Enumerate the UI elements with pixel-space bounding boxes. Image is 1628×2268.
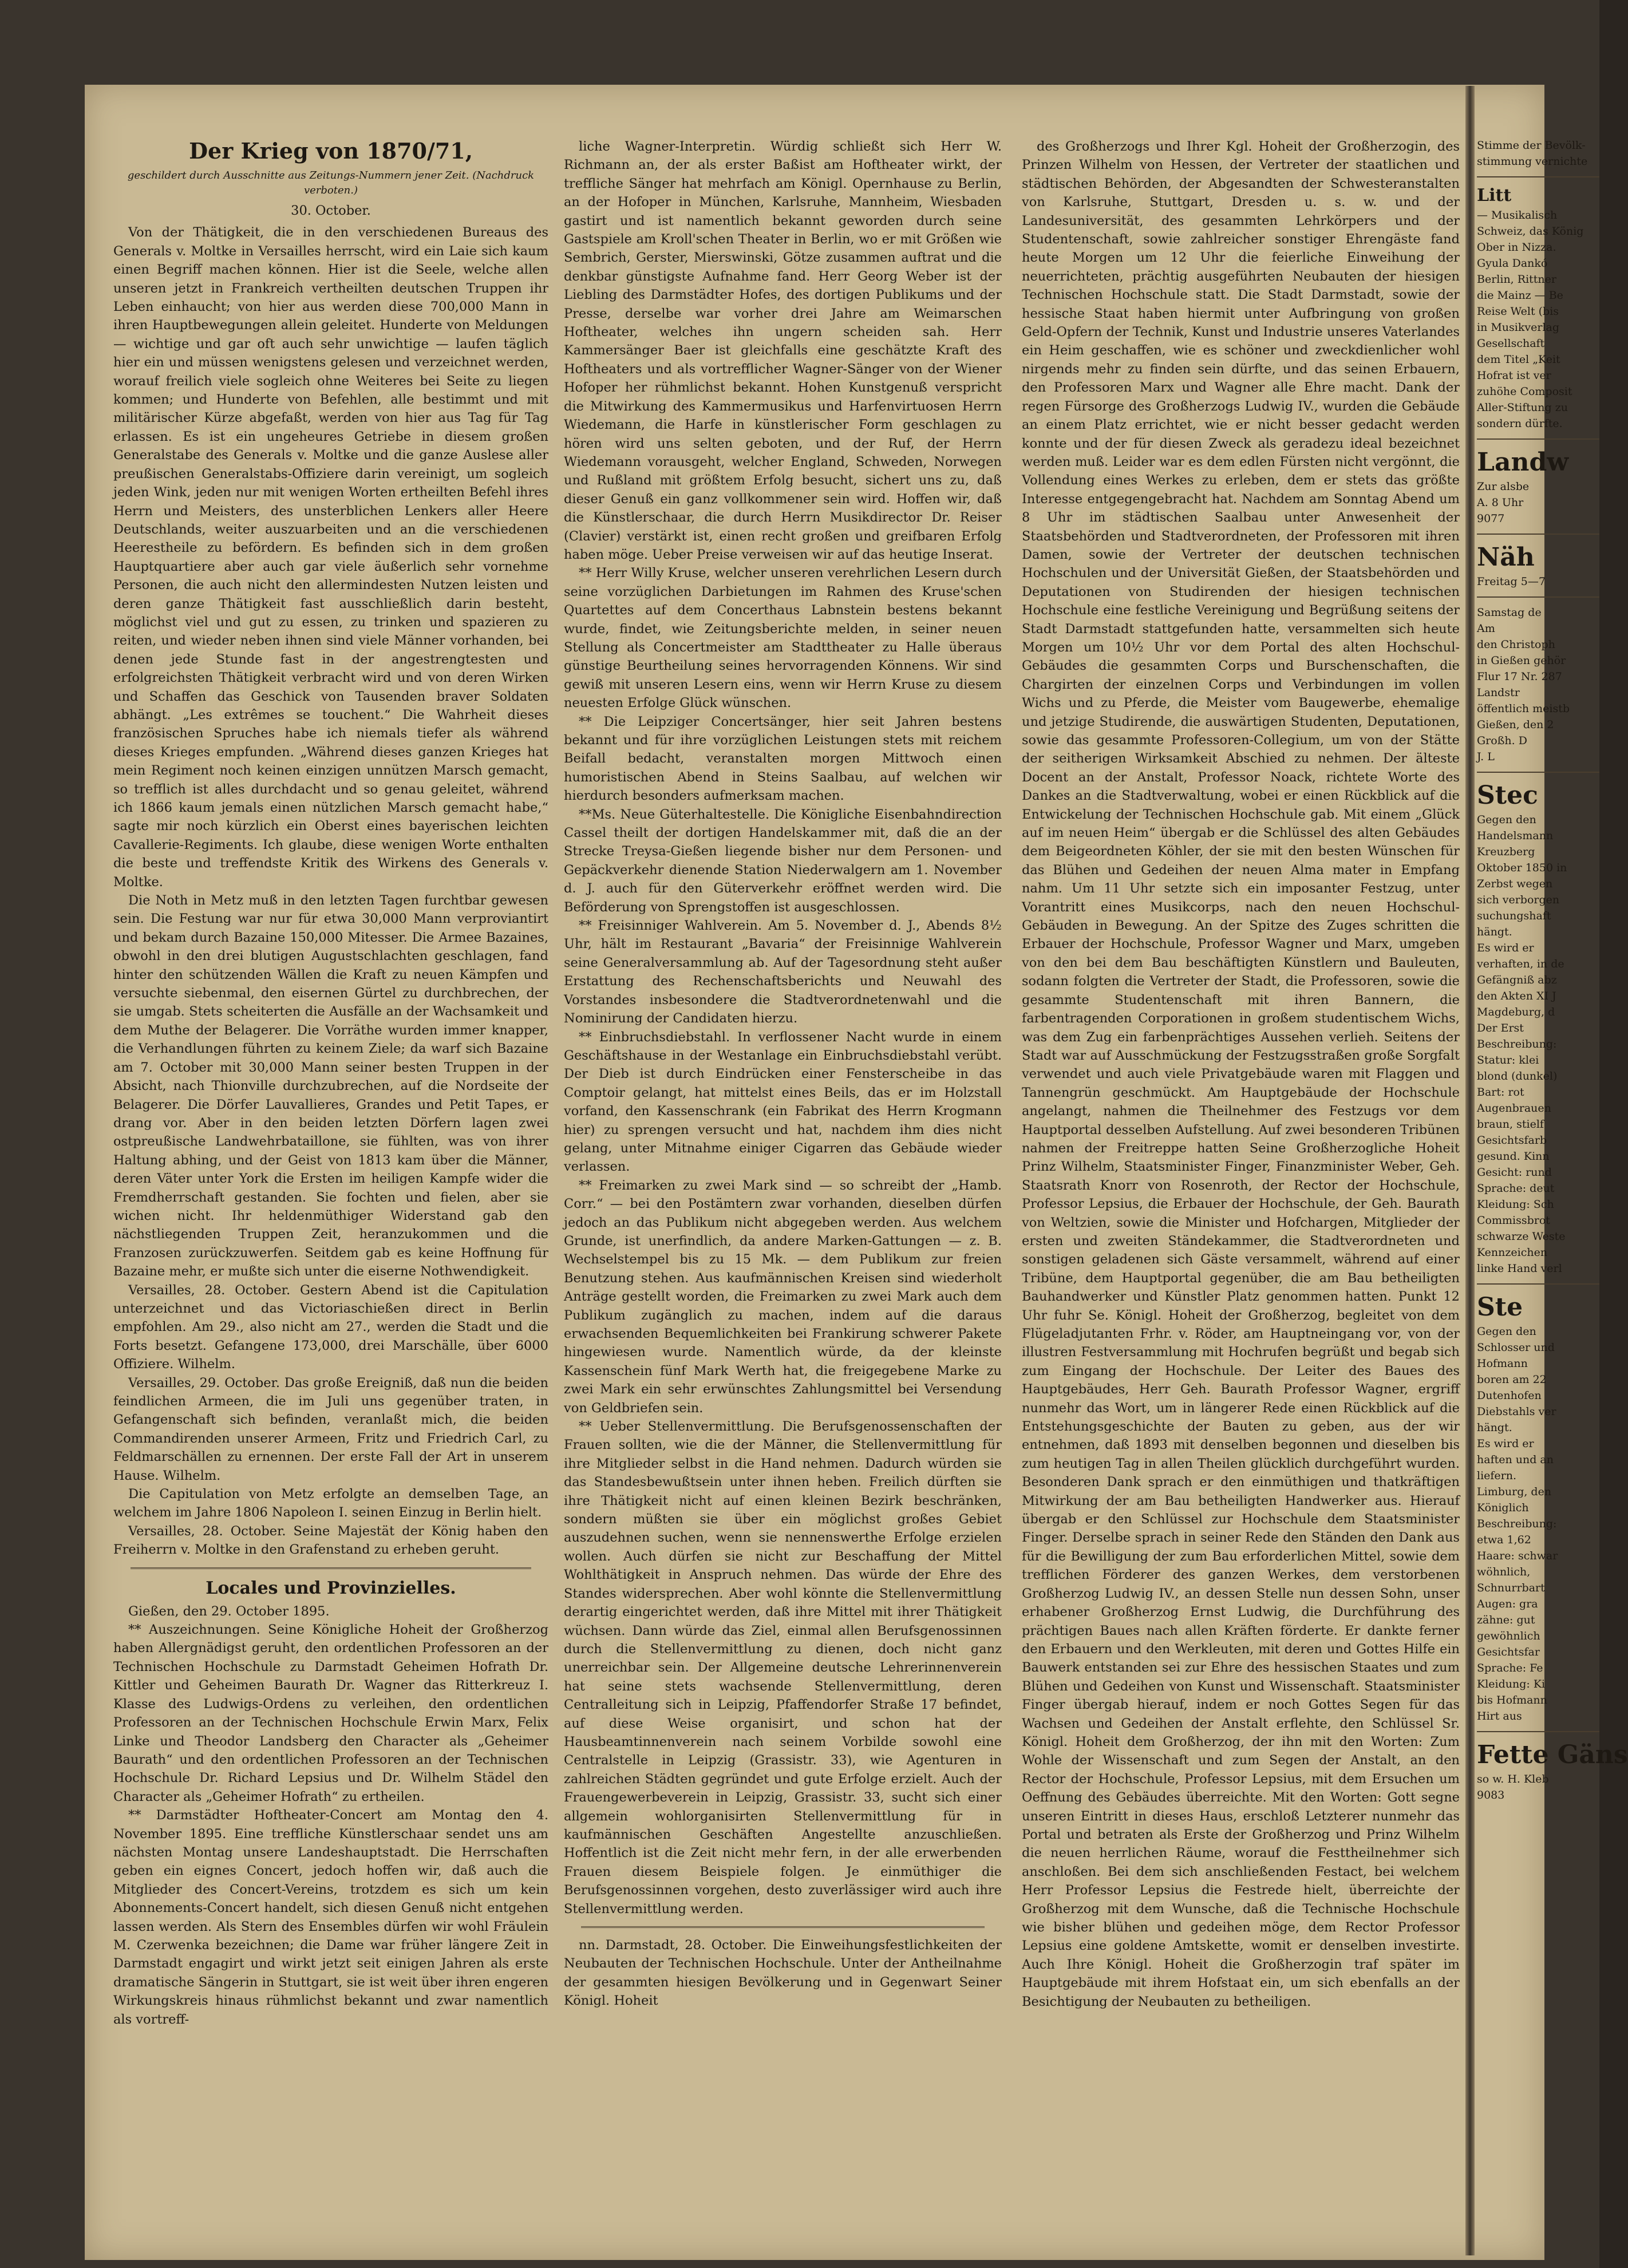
- fragment-line: Kreuzberg: [1477, 845, 1535, 858]
- fragment-line: wöhnlich,: [1477, 1566, 1531, 1578]
- fragment-line: öffentlich meistb: [1477, 702, 1570, 715]
- section-divider: [581, 1926, 985, 1928]
- fragment-line: Gesichtsfar: [1477, 1646, 1540, 1658]
- fragment-line: Schnurrbart: [1477, 1582, 1545, 1594]
- fragment-line: Am: [1477, 622, 1495, 635]
- fragment-line: Beschreibung:: [1477, 1518, 1557, 1530]
- fragment-line: gewöhnlich: [1477, 1630, 1540, 1642]
- paragraph: des Großherzogs und Ihrer Kgl. Hoheit der Großherzogin, des Prinzen Wilhelm von Hessen, der Vertreter der staatlichen und städtischen Behörden, der Abgesandten der Schwesteranstalten von Karlsruhe, Stuttgart, Dresden u. s. w. und der Landesuniversität, des gesammten Lehrkörpers und der Studentenschaft, sowie zahlreicher sonstiger Ehrengäste fand heute Morgen um 12 Uhr die feierliche Einweihung der neuerrichteten, prächtig ausgeführten Neubauten der hiesigen Technischen Hochschule statt. Die Stadt Darmstadt, sowie der hessische Staat haben hiermit unter Aufbringung von großen Geld-Opfern der Technik, Kunst und Industrie unseres Vaterlandes ein Heim geschaffen, wie es schöner und zweckdienlicher wohl nirgends mehr zu finden sein dürfte, und das seinen Erbauern, den Professoren Marx und Wagner alle Ehre macht. Dank der regen Fürsorge des Großherzogs Ludwig IV., wurden die Gebäude an einem Platz errichtet, wie er nicht besser gedacht werden konnte und der für diesen Zweck als geradezu ideal bezeichnet werden muß. Leider war es dem edlen Fürsten nicht vergönnt, die Vollendung eines Werkes zu erleben, dem er stets das größte Interesse entgegengebracht hat. Nachdem am Sonntag Abend um 8 Uhr im städtischen Saalbau unter Anwesenheit der Staatsbehörden und Stadtverordneten, der Professoren mit ihren Damen, sowie der Vertreter der deutschen technischen Hochschulen und der Universität Gießen, der Staatsbehörden und Deputationen von Studirenden der hiesigen technischen Hochschule eine festliche Vereinigung und Begrüßung seitens der Stadt Darmstadt stattgefunden hatte, versammelten sich heute Morgen um 10½ Uhr vor dem Portal des alten Hochschul-Gebäudes die gesammten Corps und Burschenschaften, die Chargirten der einzelnen Corps und Verbindungen im vollen Wichs und zu Pferde, die Meister vom Baugewerbe, ehemalige und jetzige Studirende, die auswärtigen Studenten, Deputationen, sowie das gesammte Professoren-Collegium, um von der Stätte der seitherigen Wirksamkeit Abschied zu nehmen. Der älteste Docent an der Anstalt, Professor Noack, richtete Worte des Dankes an die Stadtverwaltung, wobei er einen Rückblick auf die Entwickelung der Technischen Hochschule gab. Mit einem „Glück auf im neuen Heim“ übergab er die Schlüssel des alten Gebäudes dem Beigeordneten Köhler, der sie mit den besten Wünschen für das Blühen und Gedeihen der neuen Alma mater in Empfang nahm. Um 11 Uhr setzte sich ein imposanter Festzug, unter Vorantritt eines Musikcorps, nach den neuen Hochschul-Gebäuden in Bewegung. An der Spitze des Zuges schritten die Erbauer der Hochschule, Professor Wagner und Marx, umgeben von den bei dem Bau beschäftigten Künstlern und Bauleuten, sodann folgten die Vertreter der Stadt, die Professoren, sowie die gesammte Studentenschaft mit ihren Bannern, die farbentragenden Corporationen in großem studentischem Wichs, was dem Zug ein farbenprächtiges Aussehen verlieh. Seitens der Stadt war auf Ausschmückung der Festzugsstraßen große Sorgfalt verwendet und auch viele Privatgebäude waren mit Flaggen und Tannengrün geschmückt. Am Hauptgebäude der Hochschule angelangt, nahmen die Theilnehmer des Festzugs vor dem Hauptportal desselben Aufstellung. Auf zwei besonderen Tribünen nahmen der Freitreppe hatten Seine Großherzogliche Hoheit Prinz Wilhelm, Staatsminister Finger, Finanzminister Weber, Geh. Staatsrath Knorr von Rosenroth, der Rector der Hochschule, Professor Lepsius, die Erbauer der Hochschule, der Geh. Baurath von Weltzien, sowie die Minister und Hofchargen, Mitglieder der ersten und zweiten Ständekammer, die Stadtverordneten und sonstigen geladenen sich Gäste versammelt, während auf einer Tribüne, dem Hauptportal gegenüber, die am Bau betheiligten Bauhandwerker und Künstler Platz genommen hatten. Punkt 12 Uhr fuhr Se. Königl. Hoheit der Großherzog, begleitet von dem Flügeladjutanten Frhr. v. Röder, am Hauptneingang vor, von der illustren Festversammlung mit Hochrufen begrüßt und begab sich zum Eingang der Hochschule. Der Leiter des Baues des Hauptgebäudes, Herr Geh. Baurath Professor Wagner, ergriff nunmehr das Wort, um in längerer Rede einen Rückblick auf die Entstehungsgeschichte der Bauten zu geben, aus der wir entnehmen, daß 1893 mit denselben begonnen und dieselben bis zum heutigen Tag in allen Theilen glücklich durchgeführt wurden. Besonderen Dank sprach er den einmüthigen und thatkräftigen Mitwirkung der am Bau betheiligten Handwerker aus. Hierauf übergab er den Schlüssel zur Hochschule dem Staatsminister Finger. Derselbe sprach in seiner Rede den Ständen den Dank aus für die Bewilligung der zum Bau erforderlichen Mittel, sowie dem trefflichen Förderer des ganzen Werkes, dem verstorbenen Großherzog Ludwig IV., an dessen Stelle nun dessen Sohn, unser erhabener Großherzog Ernst Ludwig, die Durchführung des prächtigen Baues nach allen Kräften förderte. Er dankte ferner den Erbauern und den Werkleuten, mit deren und Gottes Hilfe ein Bauwerk entstanden sei zur Ehre des hessischen Staates und zum Blühen und Gedeihen von Kunst und Wissenschaft. Staatsminister Finger übergab hierauf, indem er noch Gottes Segen für das Wachsen und Gedeihen der Anstalt erflehte, den Schlüssel Sr. Königl. Hoheit dem Großherzog, der ihn mit den Worten: Zum Wohle der Wissenschaft und zum Segen der Anstalt, an den Rector der Hochschule, Professor Lepsius, mit dem Ersuchen um Oeffnung des Gebäudes überreichte. Mit den Worten: Gott segne unseren Eintritt in dieses Haus, erschloß Letzterer nunmehr das Portal und betraten als Erste der Großherzog und Prinz Wilhelm die neuen herrlichen Räume, worauf die Festtheilnehmer sich anschloßen. Bei dem sich anschließenden Festact, bei welchem Herr Professor Lepsius die Festrede hielt, überreichte der Großherzog mit dem Wunsche, daß die Technische Hochschule wie bisher blühen und gedeihen möge, dem Rector Professor Lepsius eine goldene Amtskette, womit er denselben investirte. Auch Ihre Königl. Hoheit die Großherzogin traf später im Hauptgebäude mit ihrem Hofstaat ein, um sich ebenfalls an der Besichtigung der Neubauten zu betheiligen.: [1022, 139, 1460, 2009]
- fragment-line: Samstag de: [1477, 606, 1542, 619]
- fragment-line: bis Hofmann: [1477, 1694, 1547, 1706]
- fragment-line: dem Titel „Keit: [1477, 353, 1560, 366]
- fragment-line: sondern dürfte.: [1477, 417, 1563, 430]
- article-title-war: Der Krieg von 1870/71,: [189, 138, 473, 164]
- fragment-line: etwa 1,62: [1477, 1534, 1531, 1546]
- paragraph: nn. Darmstadt, 28. October. Die Einweihungsfestlichkeiten der Neubauten der Technischen Hochschule. Unter der Antheilnahme der gesammten hiesigen Bevölkerung und in Gegenwart Seiner Königl. Hoheit: [564, 1938, 1002, 2009]
- fragment-line: Dutenhofen: [1477, 1389, 1542, 1402]
- fragment-line: haften und an: [1477, 1453, 1554, 1466]
- fragment-line: Magdeburg, d: [1477, 1006, 1555, 1018]
- paragraph: ** Freimarken zu zwei Mark sind — so schreibt der „Hamb. Corr.“ — bei den Postämtern zwar vorhanden, dieselben dürfen jedoch an das Publikum nicht abgegeben werden. Aus welchem Grunde, ist unerfindlich, da andere Marken-Gattungen — z. B. Wechselstempel bis zu 15 Mk. — dem Publikum zur freien Benutzung stehen. Aus kaufmännischen Kreisen sind wiederholt Anträge gestellt worden, die Freimarken zu zwei Mark auch dem Publikum zugänglich zu machen, indem auf die daraus erwachsenden Bequemlichkeiten bei Frankirung schwerer Pakete hingewiesen wurde. Namentlich würde, da der kleinste Kassenschein fünf Mark Werth hat, die freigegebene Marke zu zwei Mark ein sehr erwünschtes Zahlungsmittel bei Versendung von Geldbriefen sein.: [564, 1178, 1002, 1416]
- fragment-line: 9077: [1477, 512, 1505, 525]
- paragraph: ** Herr Willy Kruse, welcher unseren verehrlichen Lesern durch seine vorzüglichen Darbietungen im Rahmen des Kruse'schen Quartettes auf dem Concerthaus Labnstein bestens bekannt wurde, findet, wie Zeitungsberichte melden, in seiner neuen Stellung als Concertmeister am Stadttheater zu Halle überaus günstige Beurtheilung seines hervorragenden Könnens. Wir sind gewiß mit unseren Lesern eins, wenn wir Herrn Kruse zu diesem neuesten Erfolge Glück wünschen.: [564, 566, 1002, 711]
- fragment-line: Augen: gra: [1477, 1598, 1538, 1610]
- fragment-line: Diebstahls ver: [1477, 1405, 1556, 1418]
- fragment-line: blond (dunkel): [1477, 1070, 1558, 1082]
- fragment-line: J. L: [1477, 750, 1495, 763]
- fragment-line: den Christoph: [1477, 638, 1555, 651]
- fragment-line: Flur 17 Nr. 287: [1477, 670, 1562, 683]
- fragment-heading: Ste: [1477, 1293, 1523, 1322]
- fragment-line: A. 8 Uhr: [1477, 496, 1524, 509]
- article-subtitle: geschildert durch Ausschnitte aus Zeitungs-Nummern jener Zeit. (Nachdruck verboten.): [127, 169, 535, 196]
- fragment-line: Commissbrot: [1477, 1214, 1550, 1227]
- fragment-line: Freitag 5—7: [1477, 575, 1546, 588]
- fragment-line: hängt.: [1477, 1421, 1512, 1434]
- fragment-line: Kleidung: Ki: [1477, 1678, 1546, 1690]
- paragraph: Gießen, den 29. October 1895.: [128, 1603, 330, 1619]
- fragment-line: zähne: gut: [1477, 1614, 1535, 1626]
- fragment-line: Zerbst wegen: [1477, 878, 1553, 890]
- fragment-line: Sprache: deut: [1477, 1182, 1555, 1195]
- fragment-line: die Mainz — Be: [1477, 289, 1563, 302]
- fragment-heading: Litt: [1477, 185, 1512, 206]
- fragment-line: Beschreibung:: [1477, 1038, 1557, 1050]
- fragment-line: Gegen den: [1477, 813, 1536, 826]
- paragraph: Versailles, 28. October. Gestern Abend ist die Capitulation unterzeichnet und das Victoriaschießen direct in Berlin empfohlen. Am 29., also nicht am 27., werden die Stadt und die Forts besetzt. Gefangene 173,000, drei Marschälle, über 6000 Offiziere. Wilhelm.: [113, 1282, 548, 1372]
- section-divider: [131, 1567, 531, 1569]
- fragment-heading: Näh: [1477, 543, 1535, 572]
- paragraph: ** Freisinniger Wahlverein. Am 5. November d. J., Abends 8½ Uhr, hält im Restaurant „Bavaria“ der Freisinnige Wahlverein seine Generalversammlung ab. Auf der Tagesordnung steht außer Erstattung des Rechenschaftsberichts und Neuwahl des Vorstandes insbesondere die Stadtverordnetenwahl und die Nominirung der Candidaten hierzu.: [564, 918, 1002, 1026]
- fragment-line: Gyula Dankó: [1477, 257, 1548, 270]
- fragment-line: Gesicht: rund: [1477, 1166, 1552, 1179]
- divider: [1477, 534, 1599, 535]
- paragraph: Versailles, 28. October. Seine Majestät der König haben den Freiherrn v. Moltke in den Grafenstand zu erheben geruht.: [113, 1523, 548, 1558]
- column-4-cutoff: [1477, 137, 1628, 2222]
- fragment-line: Augenbrauen: [1477, 1102, 1551, 1115]
- fragment-line: Oktober 1850 in: [1477, 862, 1567, 874]
- fragment-line: Königlich: [1477, 1502, 1529, 1514]
- paragraph: ** Darmstädter Hoftheater-Concert am Montag den 4. November 1895. Eine treffliche Künstlerschaar sendet uns am nächsten Montag unsere Landeshauptstadt. Die Herrschaften geben ein eignes Concert, jedoch hoffen wir, daß auch die Mitglieder des Concert-Vereins, trotzdem es sich um kein Abonnements-Concert handelt, sich diesen Genuß nicht entgehen lassen werden. Als Stern des Ensembles dürfen wir wohl Fräulein M. Czerwenka bezeichnen; die Dame war früher längere Zeit in Darmstadt engagirt und wirkt jetzt seit einigen Jahren als erste dramatische Sängerin in Stuttgart, sie ist weit über ihren engeren Wirkungskreis hinaus rühmlichst bekannt und zwar namentlich als vortreff-: [113, 1808, 548, 2027]
- fragment-line: linke Hand verl: [1477, 1262, 1562, 1275]
- fragment-line: den Akten XI J: [1477, 990, 1556, 1002]
- divider: [1477, 596, 1599, 598]
- fragment-line: Haare: schwar: [1477, 1550, 1558, 1562]
- fragment-heading: Stec: [1477, 781, 1538, 810]
- fragment-line: gesund. Kinn: [1477, 1150, 1550, 1163]
- fragment-line: schwarze Weste: [1477, 1230, 1566, 1243]
- fragment-line: Gegen den: [1477, 1325, 1536, 1338]
- article-dateline: 30. October.: [291, 203, 371, 218]
- fragment-line: Hofrat ist ver: [1477, 369, 1551, 382]
- fragment-line: Es wird er: [1477, 1437, 1534, 1450]
- fragment-line: stimmung vernichte: [1477, 155, 1588, 168]
- fragment-line: — Musikalisch: [1477, 209, 1558, 222]
- paragraph: Die Noth in Metz muß in den letzten Tagen furchtbar gewesen sein. Die Festung war nur für etwa 30,000 Mann verproviantirt und bekam durch Bazaine 150,000 Mitesser. Die Armee Bazaines, obwohl in den drei blutigen Augustschlachten geschlagen, fand hinter den schützenden Wällen die Kraft zu neuen Kämpfen und versuchte siebenmal, den eisernen Gürtel zu durchbrechen, der sie umgab. Stets scheiterten die Ausfälle an der Wachsamkeit und dem Muthe der Belagerer. Die Vorräthe wurden immer knapper, die Verhandlungen führten zu keinem Ziele; da warf sich Bazaine am 7. October mit 30,000 Mann seiner besten Truppen in der Absicht, nach Thionville durchzubrechen, auf die Nordseite der Belagerer. Die Dörfer Lauvallieres, Grandes und Petit Tapes, er drang vor. Aber in den beiden letzten Dörfern lagen zwei ostpreußische Landwehrbataillone, sie fühlten, was von ihrer Haltung abhing, und der Geist von 1813 kam über die Männer, deren Väter unter York die Ersten im heiligen Kampfe wider die Fremdherrschaft gestanden. Sie fochten und fielen, aber sie wichen nicht. Ihr heldenmüthiger Widerstand gab den nächstliegenden Truppen Zeit, heranzukommen und die Franzosen zurückzuwerfen. Seitdem gab es keine Hoffnung für Bazaine mehr, er mußte sich unter die eiserne Nothwendigkeit.: [113, 893, 548, 1279]
- divider: [1477, 1283, 1599, 1285]
- fragment-line: Ober in Nizza.: [1477, 241, 1556, 254]
- paragraph: ** Die Leipziger Concertsänger, hier seit Jahren bestens bekannt und für ihre vorzüglichen Leistungen stets mit reichem Beifall bedacht, veranstalten morgen Mittwoch einen humoristischen Abend in Steins Saalbau, auf welchen wir hierdurch besonders aufmerksam machen.: [564, 714, 1002, 804]
- paragraph: liche Wagner-Interpretin. Würdig schließt sich Herr W. Richmann an, der als erster Baßist am Hoftheater wirkt, der treffliche Sänger hat mehrfach am Königl. Opernhause zu Berlin, an der Hofoper in München, Karlsruhe, Mannheim, Wiesbaden gastirt und ist namentlich bekannt geworden durch seine Gastspiele am Kroll'schen Theater in Berlin, wo er mit Größen wie Sembrich, Gerster, Mierswinski, Götze zusammen auftrat und die denkbar günstigste Aufnahme fand. Herr Georg Weber ist der Liebling des Darmstädter Hofes, des dortigen Publikums und der Presse, derselbe war vorher drei Jahre am Weimarschen Hoftheater, welches ihn ungern scheiden sah. Herr Kammersänger Baer ist gleichfalls eine geschätzte Kraft des Hoftheaters und als vortrefflicher Wagner-Sänger von der Wiener Hofoper her rühmlichst bekannt. Hohen Kunstgenuß verspricht die Mitwirkung des Kammermusikus und Harfenvirtuosen Herrn Wiedemann, die Harfe in künstlerischer Form geschlagen zu hören wird uns selten geboten, und der Ruf, der Herrn Wiedemann vorausgeht, welcher England, Schweden, Norwegen und Rußland mit größtem Erfolg besucht, sichert uns zu, daß dieser Genuß ein ganz vollkommener sein wird. Hoffen wir, daß die Künstlerschaar, die durch Herrn Musikdirector Dr. Reiser (Clavier) verstärkt ist, einen recht großen und greifbaren Erfolg haben möge. Ueber Preise verweisen wir auf das heutige Inserat.: [564, 139, 1002, 562]
- fragment-line: Sprache: Fe: [1477, 1662, 1543, 1674]
- fragment-line: liefern.: [1477, 1469, 1517, 1482]
- column-3: [1022, 137, 1460, 2222]
- fragment-line: sich verborgen: [1477, 894, 1560, 906]
- fragment-line: 9083: [1477, 1789, 1505, 1801]
- paragraph: Von der Thätigkeit, die in den verschiedenen Bureaus des Generals v. Moltke in Versailles herrscht, wird ein Laie sich kaum einen Begriff machen können. Hier ist die Seele, welche allen unseren jetzt in Frankreich vertheilten deutschen Truppen ihr Leben einhaucht; von hier aus werden diese 700,000 Mann in ihren Hauptbewegungen allein geleitet. Hunderte von Meldungen — wichtige und gar oft auch sehr unwichtige — laufen täglich hier ein und müssen wenigstens gelesen und verzeichnet werden, worauf freilich viele sogleich ohne Weiteres bei Seite zu liegen kommen; und Hunderte von Befehlen, alle bestimmt und mit militärischer Kürze abgefaßt, werden von hier aus Tag für Tag erlassen. Es ist ein ungeheures Getriebe in diesem großen Generalstabe des Generals v. Moltke und die ganze Auslese aller preußischen Generalstabs-Offiziere darin vereinigt, um sogleich jeden Wink, jeden nur mit wenigen Worten ertheilten Befehl ihres Herrn und Meisters, des unsterblichen Lenkers aller Heere Deutschlands, weiter auszuarbeiten und an die verschiedenen Heerestheile zu befördern. Es befinden sich in dem großen Hauptquartiere aber auch gar viele äußerlich sehr vornehme Personen, die auch nicht den allermindesten Nutzen leisten und deren ganze Thätigkeit fast ausschließlich darin besteht, möglichst viel und gut zu essen, zu trinken und spazieren zu reiten, und wieder neben ihnen sind viele Männer vorhanden, bei denen jede Stunde fast in der angestrengtesten und erfolgreichsten Thätigkeit verbracht wird und von deren Wirken und Schaffen das Geschick von Tausenden braver Soldaten abhängt. „Les extrêmes se touchent.“ Die Wahrheit dieses französischen Spruches habe ich niemals tiefer als während dieses Krieges empfunden. „Während dieses ganzen Krieges hat mein Regiment noch keinen einzigen unnützen Marsch gemacht, so trefflich ist alles durchdacht und so genau geleitet, während ich 1866 kaum jemals einen nützlichen Marsch gemacht habe,“ sagte mir noch kürzlich ein Oberst eines bayerischen leichten Cavallerie-Regiments. Ich glaube, diese wenigen Worte enthalten die beste und treffendste Kritik des Wirkens des Generals v. Moltke.: [113, 225, 548, 890]
- fragment-line: Der Erst: [1477, 1022, 1524, 1034]
- column-2: [564, 137, 1002, 2222]
- fragment-line: Handelsmann: [1477, 829, 1554, 842]
- fragment-line: Großh. D: [1477, 734, 1527, 747]
- fragment-line: so w. H. Kleb: [1477, 1773, 1549, 1785]
- section-title-local: Locales und Provinzielles.: [206, 1578, 456, 1598]
- fragment-line: Schlosser und: [1477, 1341, 1555, 1354]
- fragment-line: Landstr: [1477, 686, 1520, 699]
- fragment-line: Aller-Stiftung zu: [1477, 401, 1568, 414]
- fragment-line: Hofmann: [1477, 1357, 1528, 1370]
- fragment-line: Statur: klei: [1477, 1054, 1539, 1066]
- divider: [1477, 438, 1599, 440]
- fragment-line: Gefängniß abz: [1477, 974, 1557, 986]
- fragment-line: Berlin, Rittner: [1477, 273, 1556, 286]
- divider: [1477, 772, 1599, 773]
- fragment-line: Gießen, den 2: [1477, 718, 1554, 731]
- fragment-line: Reise Welt (bis: [1477, 305, 1559, 318]
- divider: [1477, 1731, 1599, 1732]
- column-1: [113, 137, 548, 2222]
- fragment-line: Kennzeichen: [1477, 1246, 1548, 1259]
- fragment-line: Stimme der Bevölk-: [1477, 139, 1586, 152]
- fragment-heading: Fette Gäns: [1477, 1740, 1628, 1769]
- fragment-line: Limburg, den: [1477, 1485, 1552, 1498]
- fragment-line: verhaften, in de: [1477, 958, 1564, 970]
- fragment-line: in Gießen gehör: [1477, 654, 1566, 667]
- fragment-line: Gesellschaft: [1477, 337, 1545, 350]
- divider: [1477, 176, 1599, 177]
- paragraph: Die Capitulation von Metz erfolgte an demselben Tage, an welchem im Jahre 1806 Napoleon I. seinen Einzug in Berlin hielt.: [113, 1487, 548, 1520]
- fragment-line: Bart: rot: [1477, 1086, 1524, 1099]
- binding-gutter: [1465, 86, 1475, 2255]
- fragment-line: Kleidung: Sch: [1477, 1198, 1554, 1211]
- paragraph: ** Einbruchsdiebstahl. In verflossener Nacht wurde in einem Geschäftshause in der Westanlage ein Einbruchsdiebstahl verübt. Der Dieb ist durch Eindrücken einer Fensterscheibe in das Comptoir gelangt, hat mittelst eines Beils, das er im Holzstall vorfand, den Kassenschrank (ein Fabrikat des Herrn Krogmann hier) zu sprengen versucht und hat, nachdem ihm dies nicht gelang, unter Mitnahme einiger Cigarren das Gebäude wieder verlassen.: [564, 1029, 1002, 1175]
- fragment-line: suchungshaft: [1477, 910, 1551, 922]
- fragment-heading: Landw: [1477, 448, 1569, 477]
- fragment-line: Schweiz, das König: [1477, 225, 1584, 238]
- paragraph: **Ms. Neue Güterhaltestelle. Die Königliche Eisenbahndirection Cassel theilt der dortigen Handelskammer mit, daß die an der Strecke Treysa-Gießen liegende bisher nur dem Personen- und Gepäckverkehr dienende Station Niederwalgern am 1. November d. J. auch für den Güterverkehr eröffnet werden wird. Die Beförderung von Sprengstoffen ist ausgeschlossen.: [564, 807, 1002, 915]
- paragraph: ** Auszeichnungen. Seine Königliche Hoheit der Großherzog haben Allergnädigst geruht, den ordentlichen Professoren an der Technischen Hochschule zu Darmstadt Geheimen Hofrath Dr. Kittler und Geheimen Baurath Dr. Wagner das Ritterkreuz I. Klasse des Ludwigs-Ordens zu verleihen, den ordentlichen Professoren an der Technischen Hochschule Erwin Marx, Felix Linke und Theodor Landsberg den Character als „Geheimer Baurath“ und den ordentlichen Professoren an der Technischen Hochschule Dr. Richard Lepsius und Dr. Wilhelm Städel den Character als „Geheimer Hofrath“ zu ertheilen.: [113, 1622, 548, 1804]
- fragment-line: boren am 22: [1477, 1373, 1547, 1386]
- fragment-line: in Musikverlag: [1477, 321, 1560, 334]
- fragment-line: Hirt aus: [1477, 1710, 1522, 1722]
- fragment-line: Gesichtsfarb: [1477, 1134, 1547, 1147]
- fragment-line: braun, stielf: [1477, 1118, 1544, 1131]
- fragment-line: zuhöhe Composit: [1477, 385, 1572, 398]
- paragraph: ** Ueber Stellenvermittlung. Die Berufsgenossenschaften der Frauen sollten, wie die der Männer, die Stellenvermittlung für ihre Mitglieder selbst in die Hand nehmen. Dadurch würden sie das Standesbewußtsein unter ihnen heben. Freilich dürften sie ihre Thätigkeit nicht auf einen kleinen Bezirk beschränken, sondern müßten sie über ein möglichst großes Gebiet auszudehnen suchen, wenn sie nennenswerthe Erfolge erzielen wollen. Auch dürfen sie nicht zur Beschaffung der Mittel Wohlthätigkeit in Anspruch nehmen. Das würde der Ehre des Standes widersprechen. Aber wohl könnte die Stellenvermittlung derartig eingerichtet werden, daß ihre Mittel mit ihrer Thätigkeit wüchsen. Dann würde das Ziel, einmal allen Berufsgenossinnen durch die Stellenvermittlung zu dienen, doch nicht ganz unerreichbar sein. Der Allgemeine deutsche Lehrerinnenverein hat seine stets wachsende Stellenvermittlung, deren Centralleitung sich in Leipzig, Pfaffendorfer Straße 17 befindet, auf diese Weise organisirt, und schon hat der Hausbeamtinnenverein nach seinem Vorbilde sowohl eine Centralstelle in Leipzig (Grassistr. 33), wie Agenturen in zahlreichen Städten gegründet und gute Erfolge erzielt. Auch der Frauengewerbeverein in Leipzig, Grassistr. 33, sucht sich einer allgemein wohlorganisirten Stellenvermittlung für in kaufmännischen Geschäften Angestellte anzuschließen. Hoffentlich ist die Zeit nicht mehr fern, in der alle erwerbenden Frauen diesem Beispiele folgen. Je einmüthiger die Berufsgenossinnen vorgehen, desto zuverlässiger wird auch ihre Stellenvermittlung werden.: [564, 1419, 1002, 1917]
- fragment-line: Zur alsbe: [1477, 480, 1530, 493]
- paragraph: Versailles, 29. October. Das große Ereigniß, daß nun die beiden feindlichen Armeen, die im Juli uns gegenüber traten, in Gefangenschaft sich befinden, veranlaßt mich, die beiden Commandirenden unserer Armeen, Fritz und Friedrich Carl, zu Feldmarschällen zu ernennen. Der erste Fall der Art in unserem Hause. Wilhelm.: [113, 1375, 548, 1483]
- fragment-line: hängt.: [1477, 926, 1512, 938]
- fragment-line: Es wird er: [1477, 942, 1534, 954]
